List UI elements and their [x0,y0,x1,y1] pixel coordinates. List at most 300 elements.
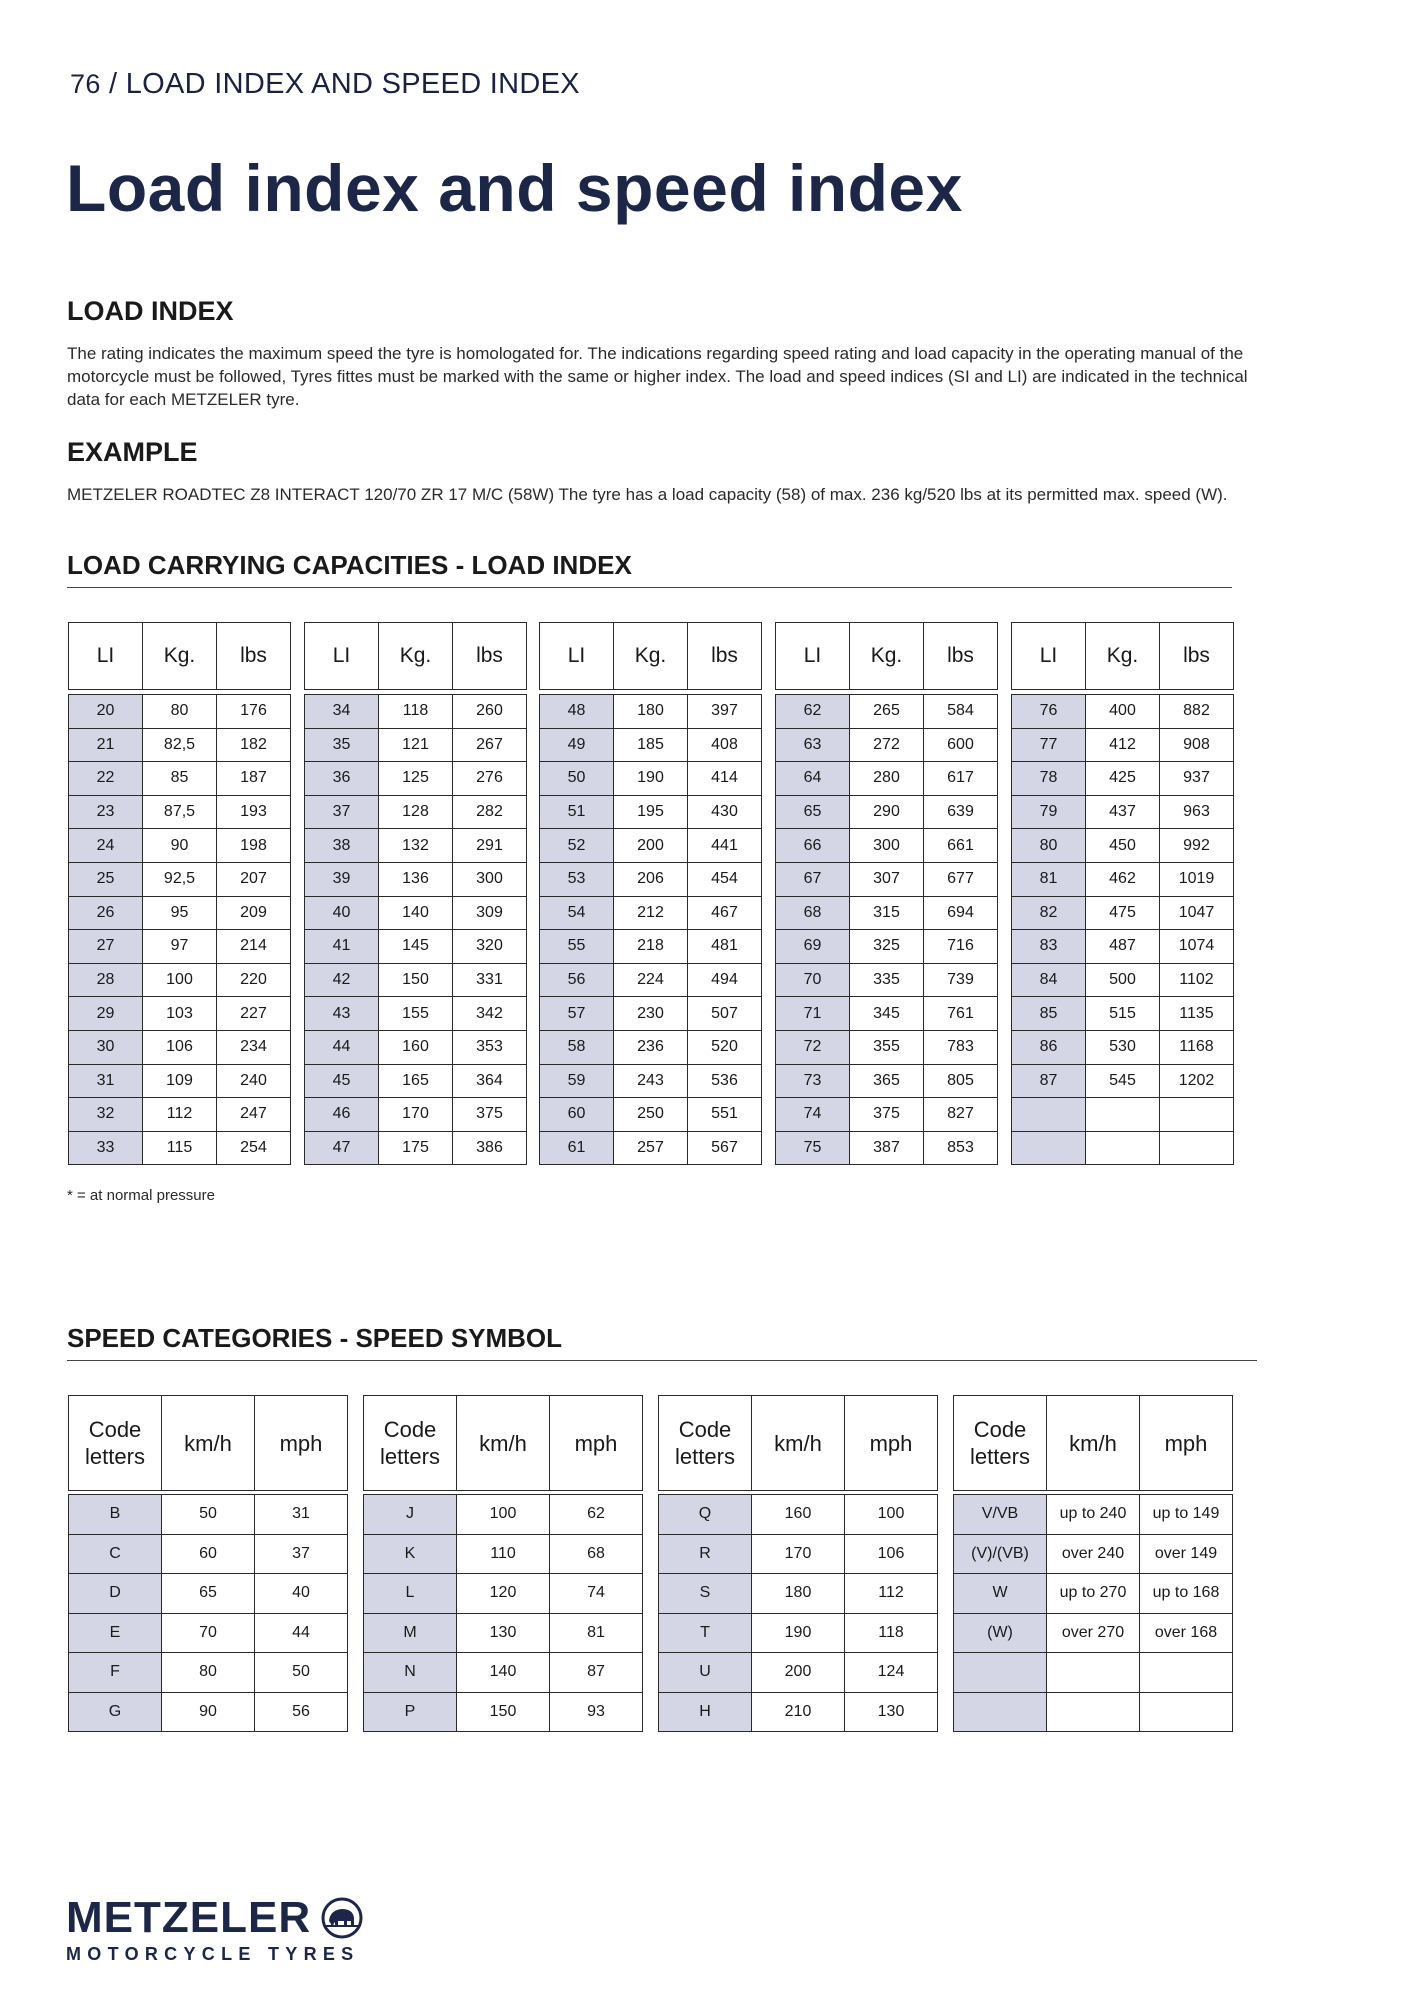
table-cell: 209 [217,896,291,930]
load-table-heading: LOAD CARRYING CAPACITIES - LOAD INDEX [67,550,1232,588]
table-cell [1047,1692,1140,1732]
table-row [540,829,762,863]
table-cell: 783 [924,1030,998,1064]
table-row [305,862,527,896]
table-cell [1012,1098,1086,1132]
column-header-line: letters [85,1444,145,1469]
table-cell: 257 [614,1131,688,1165]
table-row [659,1534,938,1574]
table-cell: 265 [850,695,924,729]
table-cell: 44 [255,1613,348,1653]
table-cell: 331 [453,963,527,997]
table-cell: 507 [688,997,762,1031]
table-cell: 130 [845,1692,938,1732]
table-cell: 160 [752,1495,845,1535]
table-cell: 42 [305,963,379,997]
table-cell: 71 [776,997,850,1031]
table-cell: Q [659,1495,752,1535]
table-cell: 118 [845,1613,938,1653]
table-cell: 200 [752,1653,845,1693]
table-cell: 120 [457,1574,550,1614]
column-header: lbs [924,623,998,690]
table-cell: 155 [379,997,453,1031]
table-row [69,896,291,930]
column-header: LI [1012,623,1086,690]
table-cell: 212 [614,896,688,930]
table-row [1012,1064,1234,1098]
table-cell: 100 [845,1495,938,1535]
table-cell: 487 [1086,930,1160,964]
speed-table-block-4 [953,1395,1233,1732]
column-header: km/h [1047,1396,1140,1491]
table-cell: 79 [1012,795,1086,829]
table-cell: 827 [924,1098,998,1132]
column-header: mph [845,1396,938,1491]
table-row [776,695,998,729]
table-cell: 83 [1012,930,1086,964]
table-cell: 40 [255,1574,348,1614]
table-row [776,930,998,964]
table-row [540,1064,762,1098]
table-cell: 175 [379,1131,453,1165]
table-cell [1160,1131,1234,1165]
table-cell: 345 [850,997,924,1031]
table-cell: 315 [850,896,924,930]
table-cell [1086,1098,1160,1132]
load-table-block-2 [304,622,527,1165]
page-number: 76 [70,69,101,99]
table-cell: 247 [217,1098,291,1132]
table-cell: (W) [954,1613,1047,1653]
column-header: lbs [217,623,291,690]
table-cell: 23 [69,795,143,829]
table-cell: 57 [540,997,614,1031]
table-cell [954,1692,1047,1732]
table-cell: 80 [162,1653,255,1693]
table-cell: 530 [1086,1030,1160,1064]
table-cell: 908 [1160,728,1234,762]
table-cell: 227 [217,997,291,1031]
table-cell: 462 [1086,862,1160,896]
table-cell: 761 [924,997,998,1031]
table-row [69,1692,348,1732]
table-cell: 34 [305,695,379,729]
table-row [540,795,762,829]
table-row [69,762,291,796]
table-cell: 853 [924,1131,998,1165]
table-cell: N [364,1653,457,1693]
load-table-block-1 [68,622,291,1165]
table-cell: 267 [453,728,527,762]
table-cell: 70 [776,963,850,997]
table-cell: 187 [217,762,291,796]
table-cell: 230 [614,997,688,1031]
table-row [659,1653,938,1693]
table-cell: 320 [453,930,527,964]
table-cell: (V)/(VB) [954,1534,1047,1574]
table-cell: D [69,1574,162,1614]
column-header: LI [540,623,614,690]
table-cell: 24 [69,829,143,863]
table-row [776,997,998,1031]
load-table-block-3 [539,622,762,1165]
table-cell: 65 [162,1574,255,1614]
table-cell: 80 [1012,829,1086,863]
table-row [69,1495,348,1535]
running-header [70,68,580,101]
table-cell: 85 [1012,997,1086,1031]
table-cell: 481 [688,930,762,964]
table-cell: 106 [143,1030,217,1064]
table-cell: 56 [255,1692,348,1732]
table-cell: 140 [379,896,453,930]
table-cell: 1202 [1160,1064,1234,1098]
table-cell: 81 [1012,862,1086,896]
example-heading: EXAMPLE [67,437,198,467]
table-cell: 27 [69,930,143,964]
column-header: LI [305,623,379,690]
table-row [540,1030,762,1064]
table-row [659,1495,938,1535]
table-cell: 190 [614,762,688,796]
table-cell: 260 [453,695,527,729]
table-cell: 121 [379,728,453,762]
table-cell: 29 [69,997,143,1031]
speed-table-block-1 [68,1395,348,1732]
table-row [776,829,998,863]
table-cell [1160,1098,1234,1132]
table-row [364,1574,643,1614]
table-cell: 80 [143,695,217,729]
table-row [659,1692,938,1732]
column-header-line: letters [970,1444,1030,1469]
header-separator: / [100,68,126,100]
table-row [1012,1030,1234,1064]
table-cell: 48 [540,695,614,729]
table-cell: 84 [1012,963,1086,997]
table-row [776,963,998,997]
table-cell: 364 [453,1064,527,1098]
footnote: * = at normal pressure [67,1187,215,1204]
table-cell: 46 [305,1098,379,1132]
column-header [954,1396,1047,1491]
column-header-line: letters [675,1444,735,1469]
table-cell: 584 [924,695,998,729]
table-cell: 195 [614,795,688,829]
table-cell: 136 [379,862,453,896]
table-row [305,1098,527,1132]
table-row [305,695,527,729]
column-header [659,1396,752,1491]
table-cell: 72 [776,1030,850,1064]
table-cell: M [364,1613,457,1653]
table-cell: 1047 [1160,896,1234,930]
table-cell: 53 [540,862,614,896]
table-cell [954,1653,1047,1693]
table-row [69,862,291,896]
table-cell: 300 [453,862,527,896]
column-header [364,1396,457,1491]
table-cell: 21 [69,728,143,762]
metzeler-logo [66,1893,364,1965]
table-cell: 600 [924,728,998,762]
table-cell: 500 [1086,963,1160,997]
table-cell: L [364,1574,457,1614]
table-row [1012,930,1234,964]
table-cell: 214 [217,930,291,964]
table-cell: 536 [688,1064,762,1098]
table-cell: 112 [143,1098,217,1132]
column-header [69,1396,162,1491]
table-cell: 68 [550,1534,643,1574]
table-row [69,1030,291,1064]
table-cell: 475 [1086,896,1160,930]
table-row [364,1495,643,1535]
table-cell: 272 [850,728,924,762]
logo-brand: METZELER [66,1893,312,1942]
table-cell [1140,1653,1233,1693]
table-cell: 494 [688,963,762,997]
table-cell: 165 [379,1064,453,1098]
table-row [69,1098,291,1132]
column-header: lbs [688,623,762,690]
table-cell: 68 [776,896,850,930]
table-row [540,728,762,762]
table-cell: 375 [453,1098,527,1132]
table-cell: 90 [162,1692,255,1732]
table-row [776,1098,998,1132]
table-row [69,1534,348,1574]
table-cell: 694 [924,896,998,930]
table-cell: 414 [688,762,762,796]
table-cell: 75 [776,1131,850,1165]
table-cell: 291 [453,829,527,863]
table-cell: 62 [776,695,850,729]
table-cell: 150 [379,963,453,997]
table-row [69,963,291,997]
column-header-line: letters [380,1444,440,1469]
table-cell: 39 [305,862,379,896]
table-row [69,829,291,863]
logo-tagline: MOTORCYCLE TYRES [66,1944,360,1964]
table-cell: up to 168 [1140,1574,1233,1614]
table-cell: 52 [540,829,614,863]
table-row [540,1098,762,1132]
table-row [1012,1131,1234,1165]
table-cell: 26 [69,896,143,930]
table-cell: 441 [688,829,762,863]
column-header: Kg. [614,623,688,690]
table-cell: 40 [305,896,379,930]
table-cell: 93 [550,1692,643,1732]
table-row [776,1030,998,1064]
table-cell [1140,1692,1233,1732]
table-row [364,1613,643,1653]
table-cell: 41 [305,930,379,964]
table-cell: 50 [540,762,614,796]
example-text: METZELER ROADTEC Z8 INTERACT 120/70 ZR 17 M/C (58W) The tyre has a load capacity (58) of max. 236 kg/520 lbs at its permitted max. speed (W). [67,485,1228,504]
load-table-block-4 [775,622,998,1165]
table-row [954,1534,1233,1574]
table-cell: 73 [776,1064,850,1098]
table-cell: R [659,1534,752,1574]
table-cell: 218 [614,930,688,964]
table-cell: 118 [379,695,453,729]
table-cell [1086,1131,1160,1165]
table-cell: 198 [217,829,291,863]
table-cell: 97 [143,930,217,964]
table-row [69,728,291,762]
table-cell: 43 [305,997,379,1031]
table-cell: J [364,1495,457,1535]
table-cell: 355 [850,1030,924,1064]
table-cell: 254 [217,1131,291,1165]
table-cell: up to 270 [1047,1574,1140,1614]
column-header: lbs [1160,623,1234,690]
table-row [1012,997,1234,1031]
column-header: km/h [752,1396,845,1491]
table-cell: 100 [457,1495,550,1535]
table-cell: F [69,1653,162,1693]
table-cell: 90 [143,829,217,863]
table-cell: 22 [69,762,143,796]
table-row [305,829,527,863]
table-cell: G [69,1692,162,1732]
table-cell: 20 [69,695,143,729]
table-cell: 145 [379,930,453,964]
table-cell: 182 [217,728,291,762]
table-cell: 176 [217,695,291,729]
table-row [305,728,527,762]
header-section: LOAD INDEX AND SPEED INDEX [125,68,580,100]
table-cell: V/VB [954,1495,1047,1535]
column-header: LI [69,623,143,690]
table-cell [1012,1131,1086,1165]
table-row [69,1064,291,1098]
table-cell: 87 [1012,1064,1086,1098]
table-cell: 60 [162,1534,255,1574]
table-cell: 82,5 [143,728,217,762]
column-header-line: Code [383,1417,437,1442]
table-cell: 37 [255,1534,348,1574]
table-row [1012,829,1234,863]
table-cell: 437 [1086,795,1160,829]
table-cell: 276 [453,762,527,796]
table-cell: 81 [550,1613,643,1653]
table-cell: 76 [1012,695,1086,729]
table-cell: 86 [1012,1030,1086,1064]
table-row [540,963,762,997]
table-cell: 47 [305,1131,379,1165]
table-cell: 408 [688,728,762,762]
table-row [954,1495,1233,1535]
table-cell: over 240 [1047,1534,1140,1574]
table-cell: 140 [457,1653,550,1693]
table-cell: up to 149 [1140,1495,1233,1535]
table-cell: 150 [457,1692,550,1732]
table-cell: U [659,1653,752,1693]
table-cell: 35 [305,728,379,762]
table-cell: 30 [69,1030,143,1064]
table-cell: 61 [540,1131,614,1165]
table-row [540,930,762,964]
table-cell: 342 [453,997,527,1031]
table-cell: 132 [379,829,453,863]
table-cell: 63 [776,728,850,762]
table-cell: 963 [1160,795,1234,829]
table-cell: 677 [924,862,998,896]
table-row [305,896,527,930]
table-row [69,1653,348,1693]
table-cell: 59 [540,1064,614,1098]
page-title: Load index and speed index [66,151,963,225]
table-cell: 74 [776,1098,850,1132]
table-cell: 74 [550,1574,643,1614]
table-cell: 805 [924,1064,998,1098]
table-cell: 51 [540,795,614,829]
table-cell: 33 [69,1131,143,1165]
table-cell: 125 [379,762,453,796]
table-cell: 106 [845,1534,938,1574]
table-cell: 661 [924,829,998,863]
table-cell: 335 [850,963,924,997]
table-cell: 387 [850,1131,924,1165]
table-cell: 300 [850,829,924,863]
table-cell: 430 [688,795,762,829]
table-cell: 185 [614,728,688,762]
table-cell: W [954,1574,1047,1614]
table-cell: 78 [1012,762,1086,796]
table-cell: 66 [776,829,850,863]
load-index-text: The rating indicates the maximum speed the tyre is homologated for. The indications regarding speed rating and load capacity in the operating manual of the motorcycle must be followed, Tyres fittes must be marked with the same or higher index. The load and speed indices (SI and LI) are indicated in the technical data for each METZELER tyre. [67,344,1248,409]
table-cell: 45 [305,1064,379,1098]
table-cell: 130 [457,1613,550,1653]
table-row [69,930,291,964]
table-row [364,1653,643,1693]
column-header-line: Code [678,1417,732,1442]
table-row [776,795,998,829]
table-cell: 95 [143,896,217,930]
table-cell: 1168 [1160,1030,1234,1064]
table-row [540,1131,762,1165]
table-row [1012,896,1234,930]
table-cell: 220 [217,963,291,997]
table-row [776,862,998,896]
table-cell: 50 [255,1653,348,1693]
table-cell: 545 [1086,1064,1160,1098]
table-cell: 103 [143,997,217,1031]
table-cell: 67 [776,862,850,896]
table-row [69,1613,348,1653]
table-cell: 400 [1086,695,1160,729]
table-cell: 520 [688,1030,762,1064]
table-row [69,997,291,1031]
table-cell: 716 [924,930,998,964]
column-header: mph [255,1396,348,1491]
table-row [776,1064,998,1098]
table-cell: 36 [305,762,379,796]
table-cell: 62 [550,1495,643,1535]
table-row [540,997,762,1031]
table-cell: 200 [614,829,688,863]
table-cell: 28 [69,963,143,997]
table-cell: 450 [1086,829,1160,863]
table-row [1012,795,1234,829]
table-cell: 44 [305,1030,379,1064]
column-header-line: Code [973,1417,1027,1442]
table-cell: 115 [143,1131,217,1165]
table-cell: T [659,1613,752,1653]
